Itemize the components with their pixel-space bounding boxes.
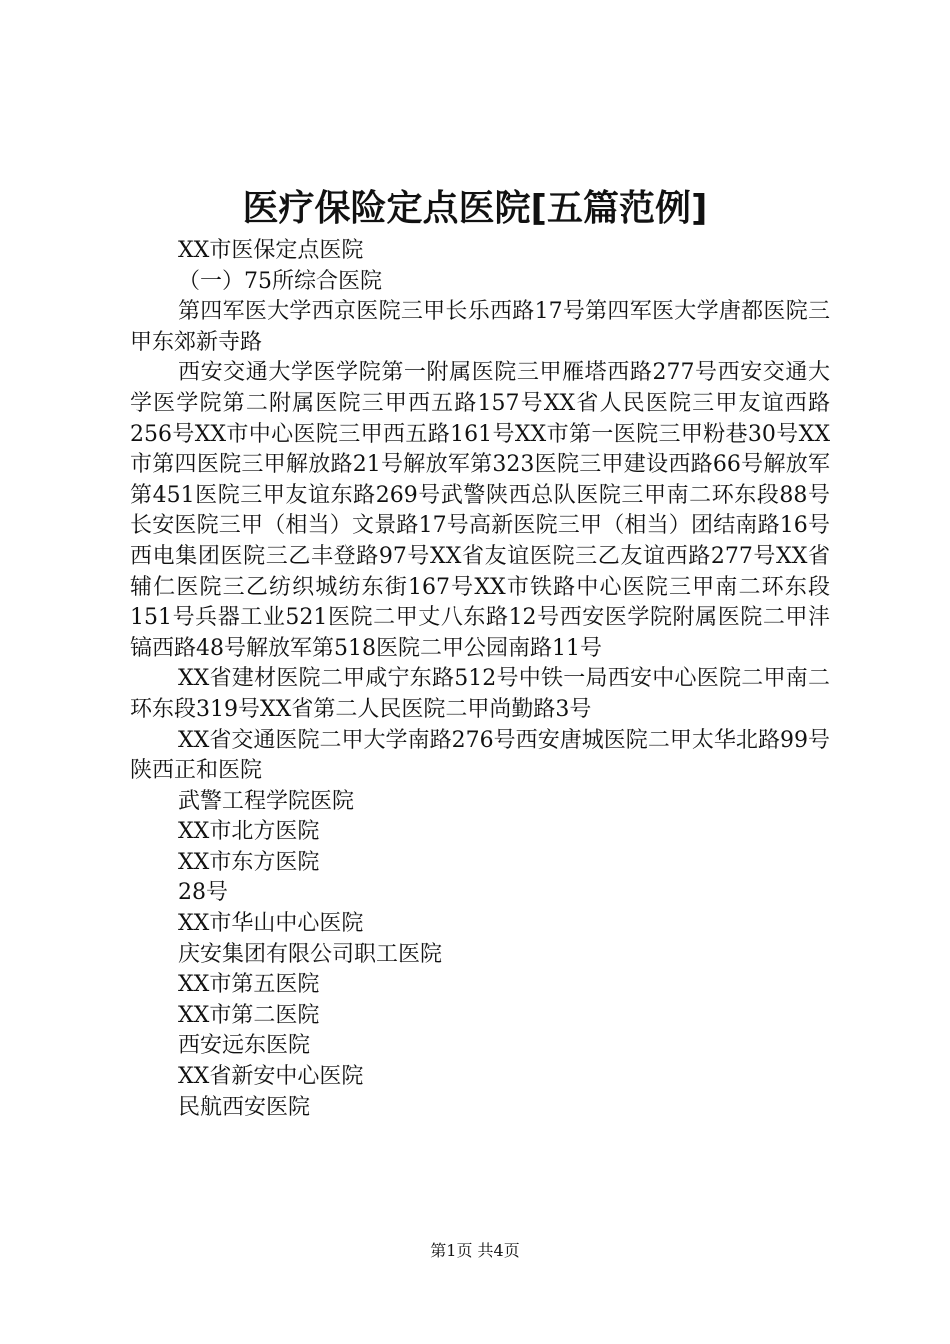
document-body <box>130 236 830 1123</box>
paragraph: 武警工程学院医院 <box>178 788 355 814</box>
paragraph: XX市第五医院 <box>178 972 320 998</box>
paragraph: XX省建材医院二甲咸宁东路512号中铁一局西安中心医院二甲南二环东段319号XX省第二人民医院二甲尚勤路3号 <box>130 666 830 722</box>
paragraph: XX市华山中心医院 <box>178 911 364 937</box>
document-title: 医疗保险定点医院[五篇范例] <box>242 188 708 229</box>
paragraph: 第四军医大学西京医院三甲长乐西路17号第四军医大学唐都医院三甲东郊新寺路 <box>130 299 830 355</box>
paragraph: XX省新安中心医院 <box>178 1064 364 1090</box>
paragraph: 西安远东医院 <box>178 1033 311 1059</box>
paragraph: 西安交通大学医学院第一附属医院三甲雁塔西路277号西安交通大学医学院第二附属医院三甲西五路157号XX省人民医院三甲友谊西路256号XX市中心医院三甲西五路161号XX市第一医院三甲粉巷30号XX市第四医院三甲解放路21号解放军第323医院三甲建设西路66号解放军第451医院三甲友谊东路269号武警陕西总队医院三甲南二环东段88号长安医院三甲（相当）文景路17号高新医院三甲（相当）团结南路16号西电集团医院三乙丰登路97号XX省友谊医院三乙友谊西路277号XX省辅仁医院三乙纺织城纺东街167号XX市铁路中心医院三甲南二环东段151号兵器工业521医院二甲丈八东路12号西安医学院附属医院二甲沣镐西路48号解放军第518医院二甲公园南路11号 <box>130 360 830 661</box>
page-footer: 第1页 共4页 <box>430 1241 520 1260</box>
paragraph: XX市东方医院 <box>178 849 320 875</box>
paragraph: XX市北方医院 <box>178 819 320 845</box>
paragraph: 庆安集团有限公司职工医院 <box>178 941 443 967</box>
paragraph: XX市第二医院 <box>178 1002 320 1028</box>
paragraph: 28号 <box>178 880 228 906</box>
paragraph: XX省交通医院二甲大学南路276号西安唐城医院二甲太华北路99号陕西正和医院 <box>130 727 830 784</box>
paragraph: （一）75所综合医院 <box>178 268 382 294</box>
paragraph: XX市医保定点医院 <box>178 238 364 263</box>
paragraph: 民航西安医院 <box>178 1094 311 1120</box>
